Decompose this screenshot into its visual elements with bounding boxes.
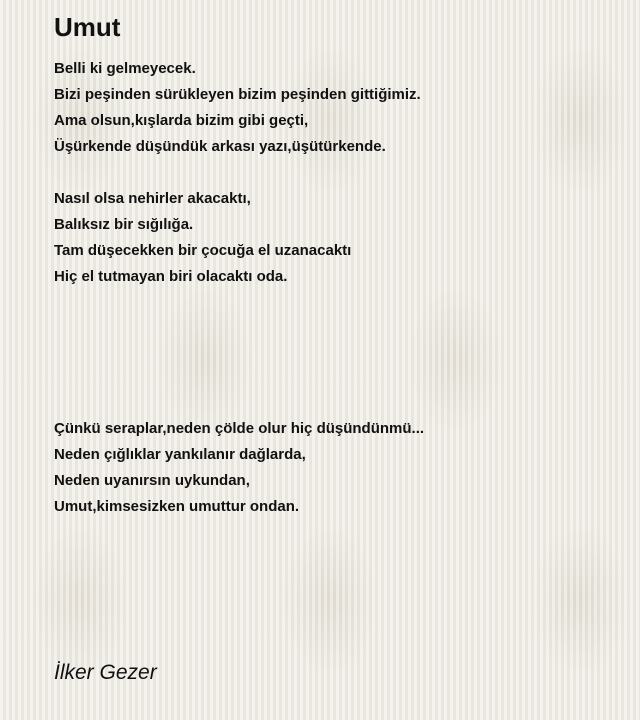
poem-line: Nasıl olsa nehirler akacaktı, (54, 190, 251, 207)
poem-line: Çünkü seraplar,neden çölde olur hiç düşündünmü... (54, 420, 425, 437)
stanza-3 (54, 416, 620, 520)
stanza-2 (54, 186, 620, 290)
poem-author: İlker Gezer (54, 661, 157, 684)
poem-line: Tam düşecekken bir çocuğa el uzanacaktı (54, 242, 352, 259)
poem-line: Umut,kimsesizken umuttur ondan. (54, 498, 300, 515)
poem-container (54, 12, 620, 520)
poem-line: Neden çığlıklar yankılanır dağlarda, (54, 446, 306, 463)
poem-line: Ama olsun,kışlarda bizim gibi geçti, (54, 112, 309, 129)
poem-line: Balıksız bir sığılığa. (54, 216, 194, 233)
poem-line: Belli ki gelmeyecek. (54, 60, 196, 77)
stanza-1 (54, 56, 620, 160)
poem-line: Bizi peşinden sürükleyen bizim peşinden gittiğimiz. (54, 86, 421, 103)
poem-line: Neden uyanırsın uykundan, (54, 472, 250, 489)
poem-line: Hiç el tutmayan biri olacaktı oda. (54, 268, 288, 285)
poem-title: Umut (54, 12, 121, 42)
poem-line: Üşürkende düşündük arkası yazı,üşütürkende. (54, 138, 386, 155)
